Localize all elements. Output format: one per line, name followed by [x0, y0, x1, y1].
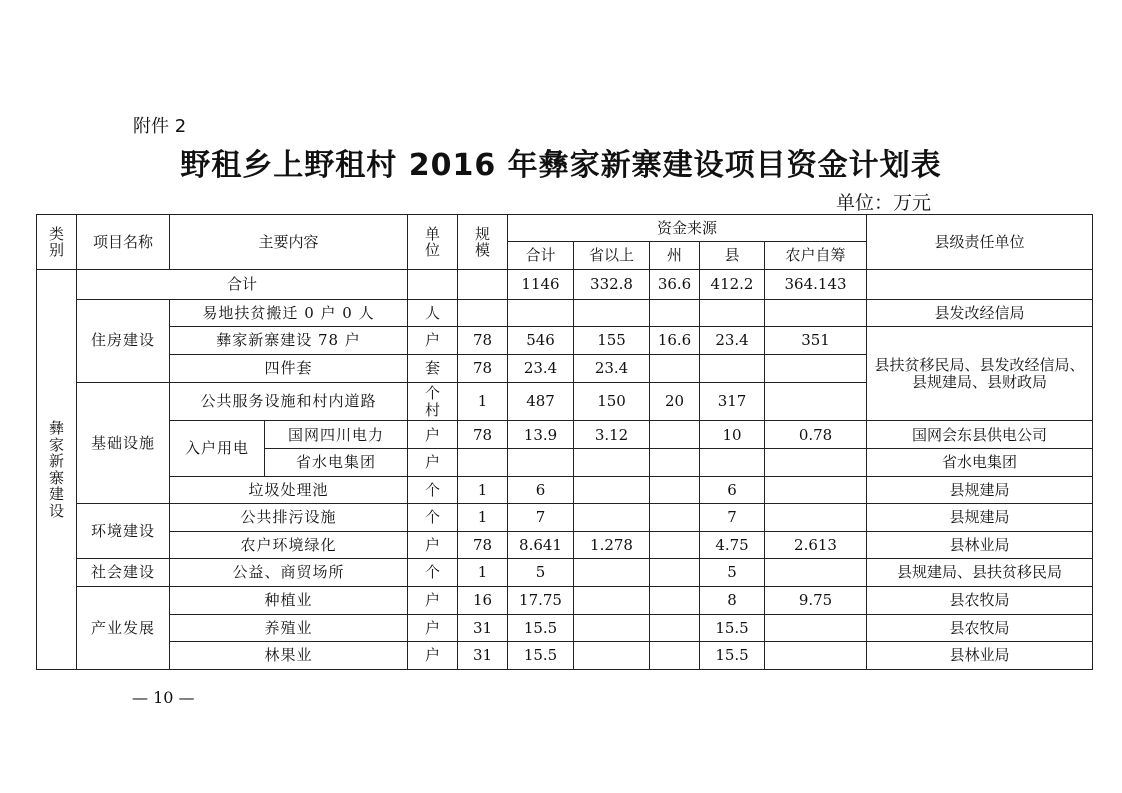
row-scale — [458, 449, 508, 477]
row-total: 15.5 — [508, 614, 574, 642]
row-province: 155 — [574, 327, 650, 355]
row-total: 487 — [508, 382, 574, 421]
row-county: 4.75 — [700, 531, 765, 559]
total-household: 364.143 — [765, 270, 867, 300]
group-environment: 环境建设 — [77, 504, 170, 559]
row-total — [508, 299, 574, 327]
row-measure: 户 — [408, 327, 458, 355]
row-household: 2.613 — [765, 531, 867, 559]
row-province — [574, 449, 650, 477]
row-scale: 78 — [458, 355, 508, 383]
total-prefecture: 36.6 — [650, 270, 700, 300]
row-content: 四件套 — [170, 355, 408, 383]
row-prefecture — [650, 299, 700, 327]
row-scale: 1 — [458, 559, 508, 587]
row-responsible: 县农牧局 — [867, 614, 1093, 642]
row-county: 7 — [700, 504, 765, 532]
header-province: 省以上 — [574, 241, 650, 270]
row-province — [574, 299, 650, 327]
row-scale: 16 — [458, 587, 508, 615]
row-total: 7 — [508, 504, 574, 532]
row-scale: 1 — [458, 476, 508, 504]
row-prefecture — [650, 559, 700, 587]
row-scale: 31 — [458, 642, 508, 670]
row-province — [574, 476, 650, 504]
row-measure: 户 — [408, 614, 458, 642]
row-county — [700, 449, 765, 477]
row-province — [574, 559, 650, 587]
table-row — [37, 587, 1093, 615]
row-scale: 31 — [458, 614, 508, 642]
header-category: 类 别 — [37, 215, 77, 270]
table-row — [37, 327, 1093, 355]
row-scale — [458, 299, 508, 327]
header-funding: 资金来源 — [508, 215, 867, 242]
row-prefecture — [650, 355, 700, 383]
row-prefecture — [650, 587, 700, 615]
row-content: 种植业 — [170, 587, 408, 615]
row-prefecture: 16.6 — [650, 327, 700, 355]
row-total: 8.641 — [508, 531, 574, 559]
row-province — [574, 614, 650, 642]
row-county: 23.4 — [700, 327, 765, 355]
row-household — [765, 476, 867, 504]
row-scale: 78 — [458, 327, 508, 355]
row-content: 公益、商贸场所 — [170, 559, 408, 587]
row-content: 易地扶贫搬迁 0 户 0 人 — [170, 299, 408, 327]
header-county: 县 — [700, 241, 765, 270]
row-responsible: 县林业局 — [867, 642, 1093, 670]
row-responsible: 县发改经信局 — [867, 299, 1093, 327]
row-province — [574, 504, 650, 532]
row-household — [765, 382, 867, 421]
total-sum: 1146 — [508, 270, 574, 300]
row-measure: 个 — [408, 559, 458, 587]
row-county: 15.5 — [700, 642, 765, 670]
row-measure: 户 — [408, 642, 458, 670]
row-prefecture — [650, 531, 700, 559]
row-content: 林果业 — [170, 642, 408, 670]
attachment-label: 附件 2 — [133, 116, 187, 137]
table-row — [37, 476, 1093, 504]
row-county: 317 — [700, 382, 765, 421]
row-household — [765, 559, 867, 587]
row-total: 546 — [508, 327, 574, 355]
row-content: 养殖业 — [170, 614, 408, 642]
row-county: 8 — [700, 587, 765, 615]
row-county — [700, 355, 765, 383]
header-prefecture: 州 — [650, 241, 700, 270]
row-measure: 户 — [408, 531, 458, 559]
header-responsible: 县级责任单位 — [867, 215, 1093, 270]
row-responsible: 县农牧局 — [867, 587, 1093, 615]
row-prefecture — [650, 449, 700, 477]
row-county: 6 — [700, 476, 765, 504]
row-content: 国网四川电力 — [265, 421, 408, 449]
row-household: 351 — [765, 327, 867, 355]
total-county: 412.2 — [700, 270, 765, 300]
row-household — [765, 642, 867, 670]
group-housing: 住房建设 — [77, 299, 170, 382]
row-content: 彝家新寨建设 78 户 — [170, 327, 408, 355]
row-scale: 78 — [458, 531, 508, 559]
header-measure: 单 位 — [408, 215, 458, 270]
table-row — [37, 559, 1093, 587]
row-province — [574, 642, 650, 670]
page-title: 野租乡上野租村 2016 年彝家新寨建设项目资金计划表 — [180, 148, 942, 183]
row-scale: 1 — [458, 382, 508, 421]
row-province: 1.278 — [574, 531, 650, 559]
row-content: 农户环境绿化 — [170, 531, 408, 559]
row-household: 9.75 — [765, 587, 867, 615]
row-prefecture — [650, 421, 700, 449]
total-measure — [408, 270, 458, 300]
page-number: — 10 — — [132, 688, 195, 707]
total-scale — [458, 270, 508, 300]
total-province: 332.8 — [574, 270, 650, 300]
row-county — [700, 299, 765, 327]
row-measure: 户 — [408, 449, 458, 477]
total-label: 合计 — [77, 270, 408, 300]
row-total: 17.75 — [508, 587, 574, 615]
row-household — [765, 299, 867, 327]
total-row — [37, 270, 1093, 300]
row-province: 23.4 — [574, 355, 650, 383]
row-household: 0.78 — [765, 421, 867, 449]
row-household — [765, 355, 867, 383]
row-measure: 个 — [408, 476, 458, 504]
row-total — [508, 449, 574, 477]
row-content: 省水电集团 — [265, 449, 408, 477]
row-total: 6 — [508, 476, 574, 504]
row-scale: 1 — [458, 504, 508, 532]
row-scale: 78 — [458, 421, 508, 449]
header-project: 项目名称 — [77, 215, 170, 270]
table-row — [37, 299, 1093, 327]
row-county: 15.5 — [700, 614, 765, 642]
group-social: 社会建设 — [77, 559, 170, 587]
group-power: 入户用电 — [170, 421, 265, 476]
row-responsible: 县规建局、县扶贫移民局 — [867, 559, 1093, 587]
header-total: 合计 — [508, 241, 574, 270]
row-responsible: 县规建局 — [867, 504, 1093, 532]
row-content: 公共服务设施和村内道路 — [170, 382, 408, 421]
row-measure: 户 — [408, 421, 458, 449]
row-total: 13.9 — [508, 421, 574, 449]
group-infrastructure: 基础设施 — [77, 382, 170, 504]
row-responsible: 县林业局 — [867, 531, 1093, 559]
row-measure: 个 — [408, 504, 458, 532]
row-content: 公共排污设施 — [170, 504, 408, 532]
row-prefecture — [650, 504, 700, 532]
header-row — [37, 215, 1093, 242]
row-measure: 人 — [408, 299, 458, 327]
fund-plan-table — [36, 214, 1093, 670]
table-row — [37, 421, 1093, 449]
category-cell: 彝 家 新 寨 建 设 — [37, 270, 77, 670]
row-province: 3.12 — [574, 421, 650, 449]
row-responsible: 省水电集团 — [867, 449, 1093, 477]
row-total: 5 — [508, 559, 574, 587]
row-prefecture — [650, 614, 700, 642]
total-responsible — [867, 270, 1093, 300]
row-measure: 个 村 — [408, 382, 458, 421]
row-responsible: 县规建局 — [867, 476, 1093, 504]
row-province: 150 — [574, 382, 650, 421]
row-province — [574, 587, 650, 615]
row-county: 5 — [700, 559, 765, 587]
header-household: 农户自筹 — [765, 241, 867, 270]
table-row — [37, 504, 1093, 532]
row-household — [765, 504, 867, 532]
row-prefecture — [650, 642, 700, 670]
row-responsible: 县扶贫移民局、县发改经信局、县规建局、县财政局 — [867, 327, 1093, 421]
row-total: 23.4 — [508, 355, 574, 383]
row-content: 垃圾处理池 — [170, 476, 408, 504]
table-row — [37, 531, 1093, 559]
row-county: 10 — [700, 421, 765, 449]
header-scale: 规 模 — [458, 215, 508, 270]
group-industry: 产业发展 — [77, 587, 170, 670]
unit-label: 单位：万元 — [836, 192, 932, 214]
row-prefecture: 20 — [650, 382, 700, 421]
row-measure: 户 — [408, 587, 458, 615]
row-measure: 套 — [408, 355, 458, 383]
header-content: 主要内容 — [170, 215, 408, 270]
row-household — [765, 614, 867, 642]
row-household — [765, 449, 867, 477]
row-prefecture — [650, 476, 700, 504]
row-total: 15.5 — [508, 642, 574, 670]
row-responsible: 国网会东县供电公司 — [867, 421, 1093, 449]
table-row — [37, 642, 1093, 670]
table-row — [37, 614, 1093, 642]
